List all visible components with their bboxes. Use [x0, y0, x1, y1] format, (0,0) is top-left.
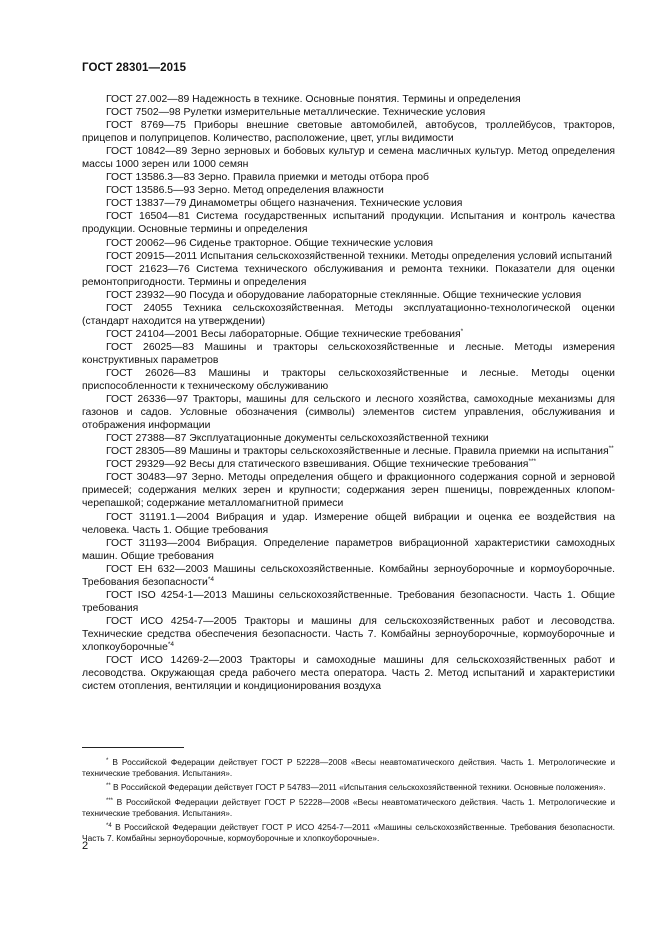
reference-item: ГОСТ ИСО 4254-7—2005 Тракторы и машины для сельскохозяйственных работ и лесоводства. Технические средства обеспечения безопасности. Часть 7. Комбайны зерноуборочные, кормоуборочные и хлопкоуборочные$^{*4}$ [82, 615, 615, 653]
footnote-marker: * [106, 758, 109, 764]
reference-item: ГОСТ 28305—89 Машины и тракторы сельскохозяйственные и лесные. Правила приемки на испытания** [106, 445, 614, 458]
footnote-marker: *4 [167, 640, 175, 648]
document-header: ГОСТ 28301—2015 [82, 62, 187, 74]
footnote-marker: ** [608, 445, 614, 453]
footnote-item: * В Российской Федерации действует ГОСТ Р 52228—2008 «Весы неавтоматического действия. Часть 1. Метрологические и технические требования. Испытания». [82, 757, 615, 779]
reference-item: ГОСТ ИСО 14269-2—2003 Тракторы и самоходные машины для сельскохозяйственных работ и лесоводства. Окружающая среда рабочего места оператора. Часть 2. Метод испытаний и характеристики систем отопления, вентиляции и кондиционирования воздуха [82, 655, 615, 693]
reference-item: ГОСТ ЕН 632—2003 Машины сельскохозяйственные. Комбайны зерноуборочные и кормоуборочные. Требования безопасности$^{*4}$ [82, 563, 615, 588]
footnote-marker: *** [106, 797, 114, 804]
reference-item: ГОСТ 26025—83 Машины и тракторы сельскохозяйственные и лесные. Методы измерения конструктивных параметров [82, 341, 615, 366]
footnotes [82, 757, 615, 847]
footnote-divider [82, 747, 184, 748]
reference-item: ГОСТ 16504—81 Система государственных испытаний продукции. Испытания и контроль качества продукции. Основные термины и определения [82, 211, 615, 236]
reference-item: ГОСТ 10842—89 Зерно зерновых и бобовых культур и семена масличных культур. Метод определения массы 1000 зерен или 1000 семян [82, 146, 615, 171]
reference-item: ГОСТ ISO 4254-1—2013 Машины сельскохозяйственные. Требования безопасности. Часть 1. Общие требования [82, 589, 615, 614]
reference-item: ГОСТ 24055 Техника сельскохозяйственная. Методы эксплуатационно-технологической оценки (стандарт находится на утверждении) [82, 302, 615, 327]
reference-item: ГОСТ 31193—2004 Вибрация. Определение параметров вибрационной характеристики самоходных машин. Общие требования [82, 537, 615, 562]
reference-item: ГОСТ 27.002—89 Надежность в технике. Основные понятия. Термины и определения [106, 94, 521, 105]
footnote-marker: *4 [106, 823, 112, 830]
reference-item: ГОСТ 30483—97 Зерно. Методы определения общего и фракционного содержания сорной и зерновой примесей; содержания мелких зерен и крупности; содержания зерен пшеницы, поврежденных клопом-черепашкой; содержание металломагнитной примеси [82, 472, 615, 510]
reference-item: ГОСТ 26336—97 Тракторы, машины для сельского и лесного хозяйства, самоходные механизмы для газонов и садов. Условные обозначения (символы) элементов систем управления, обслуживания и отображения информации [82, 394, 615, 432]
footnote-marker: * [460, 327, 464, 335]
reference-item: ГОСТ 29329—92 Весы для статического взвешивания. Общие технические требования*** [106, 458, 537, 471]
reference-item: ГОСТ 27388—87 Эксплуатационные документы сельскохозяйственной техники [106, 433, 489, 445]
footnote-item: $^{*4}$ В Российской Федерации действует ГОСТ Р ИСО 4254-7—2011 «Машины сельскохозяйственные. Требования безопасности. Часть 7. Комбайны зерноуборочные, кормоуборочные и хлопкоуборочные». [82, 822, 615, 844]
page-number: 2 [82, 840, 89, 852]
reference-item: ГОСТ 13586.5—93 Зерно. Метод определения влажности [106, 185, 384, 197]
reference-item: ГОСТ 20915—2011 Испытания сельскохозяйственной техники. Методы определения условий испытаний [106, 250, 613, 262]
reference-item: ГОСТ 23932—90 Посуда и оборудование лабораторные стеклянные. Общие технические условия [106, 289, 582, 301]
footnote-marker: *4 [207, 575, 215, 583]
reference-item: ГОСТ 31191.1—2004 Вибрация и удар. Измерение общей вибрации и оценка ее воздействия на человека. Часть 1. Общие требования [82, 511, 615, 536]
references-list [82, 93, 615, 693]
reference-item: ГОСТ 20062—96 Сиденье тракторное. Общие технические условия [106, 237, 434, 249]
reference-item: ГОСТ 21623—76 Система технического обслуживания и ремонта техники. Показатели для оценки ремонтопригодности. Термины и определения [82, 263, 615, 288]
reference-item: ГОСТ 26026—83 Машины и тракторы сельскохозяйственные и лесные. Методы оценки приспособленности к техническому обслуживанию [82, 367, 615, 393]
footnote-marker: ** [106, 783, 111, 790]
reference-item: ГОСТ 13586.3—83 Зерно. Правила приемки и методы отбора проб [106, 172, 429, 184]
footnote-item: ** В Российской Федерации действует ГОСТ Р 54783—2011 «Испытания сельскохозяйственной техники. Основные положения». [106, 782, 606, 793]
footnote-item: *** В Российской Федерации действует ГОСТ Р 52228—2008 «Весы неавтоматического действия. Часть 1. Метрологические и технические требования. Испытания». [82, 796, 615, 818]
footnote-marker: *** [528, 458, 537, 466]
reference-item: ГОСТ 8769—75 Приборы внешние световые автомобилей, автобусов, троллейбусов, тракторов, прицепов и полуприцепов. Количество, расположение, цвет, углы видимости [82, 120, 615, 145]
reference-item: ГОСТ 24104—2001 Весы лабораторные. Общие технические требования* [106, 327, 464, 340]
reference-item: ГОСТ 13837—79 Динамометры общего назначения. Технические условия [106, 198, 463, 210]
reference-item: ГОСТ 7502—98 Рулетки измерительные металлические. Технические условия [106, 107, 486, 119]
